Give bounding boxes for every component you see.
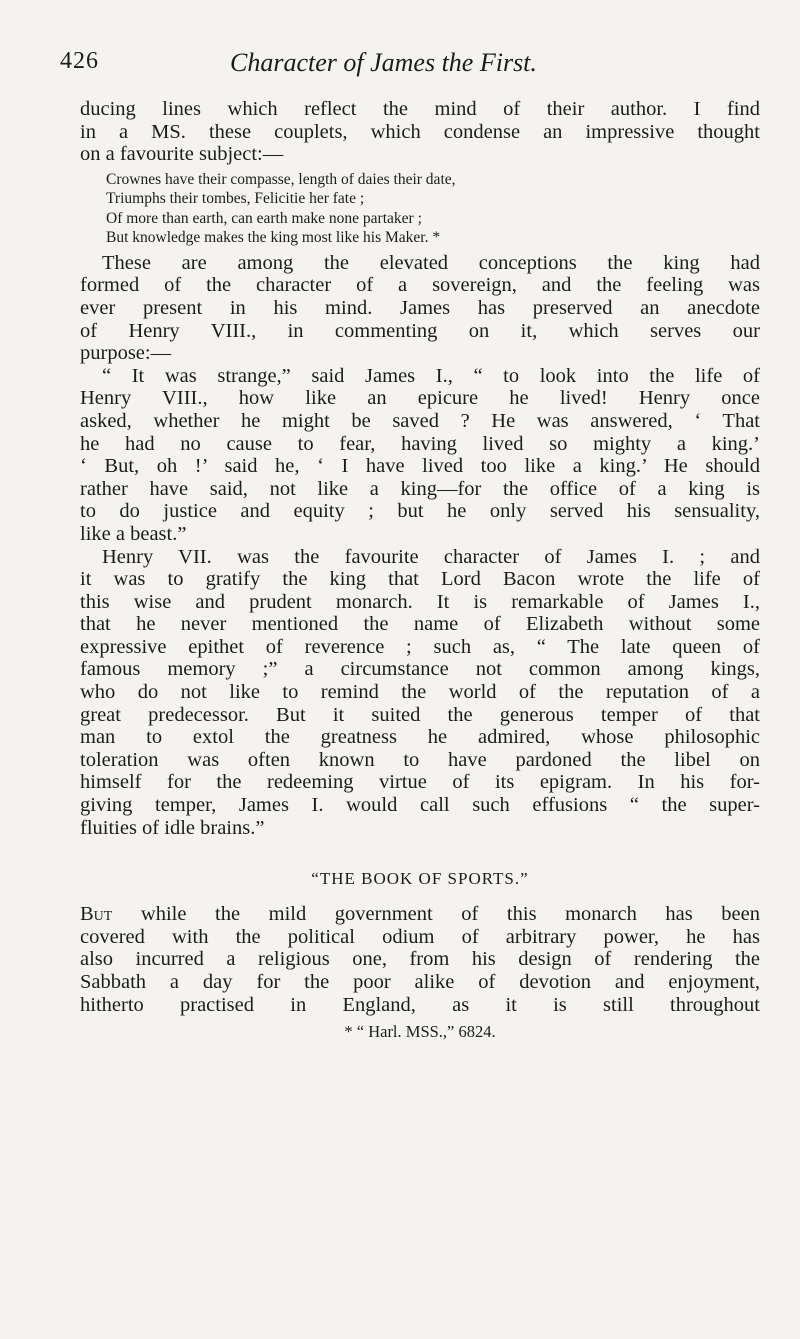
text-fragment: while the mild government of this monarch has been: [112, 903, 760, 926]
verse-quotation: [106, 170, 760, 248]
paragraph-intro: [80, 98, 760, 166]
text-line: that he never mentioned the name of Elizabeth without some: [80, 613, 760, 636]
text-line: himself for the redeeming virtue of its epigram. In his for-: [80, 771, 760, 794]
text-line: expressive epithet of reverence ; such as, “ The late queen of: [80, 635, 760, 658]
body-text: [80, 98, 760, 1042]
text-line: who do not like to remind the world of the reputation of a: [80, 681, 760, 704]
text-line: great predecessor. But it suited the generous temper of that: [80, 703, 760, 726]
text-line: fluities of idle brains.”: [80, 816, 265, 839]
text-line: he had no cause to fear, having lived so mighty a king.’: [80, 432, 760, 455]
verse-line: Crownes have their compasse, length of daies their date,: [106, 170, 456, 188]
paragraph-henry-viii-quote: [80, 365, 760, 546]
text-line: ever present in his mind. James has preserved an anecdote: [80, 296, 760, 319]
text-line: also incurred a religious one, from his design of rendering the: [80, 948, 760, 971]
text-line: it was to gratify the king that Lord Bacon wrote the life of: [80, 568, 760, 591]
running-head: Character of James the First.: [230, 48, 537, 77]
text-line: [80, 903, 760, 926]
text-line: this wise and prudent monarch. It is remarkable of James I.,: [80, 590, 760, 613]
text-line: famous memory ;” a circumstance not common among kings,: [80, 658, 760, 681]
text-line: of Henry VIII., in commenting on it, which serves our: [80, 319, 760, 342]
text-line: hitherto practised in England, as it is still throughout: [80, 993, 760, 1016]
text-line: man to extol the greatness he admired, whose philosophic: [80, 726, 760, 749]
text-line: formed of the character of a sovereign, and the feeling was: [80, 274, 760, 297]
text-line: in a MS. these couplets, which condense an impressive thought: [80, 120, 760, 143]
verse-line: Triumphs their tombes, Felicitie her fate ;: [106, 190, 365, 208]
text-line: Sabbath a day for the poor alike of devotion and enjoyment,: [80, 971, 760, 993]
paragraph-conceptions: [80, 252, 760, 365]
text-line: Henry VII. was the favourite character of James I. ; and: [102, 545, 760, 568]
text-line: ‘ But, oh !’ said he, ‘ I have lived too like a king.’ He should: [80, 455, 760, 478]
text-line: rather have said, not like a king—for the office of a king is: [80, 477, 760, 500]
section-heading: “THE BOOK OF SPORTS.”: [311, 869, 529, 889]
text-line: on a favourite subject:—: [80, 143, 284, 166]
text-line: purpose:—: [80, 342, 172, 365]
verse-line: But knowledge makes the king most like his Maker. *: [106, 229, 441, 247]
text-line: like a beast.”: [80, 522, 187, 545]
page-header: [60, 48, 760, 88]
verse-line: Of more than earth, can earth make none partaker ;: [106, 209, 422, 227]
text-line: covered with the political odium of arbitrary power, he has: [80, 925, 760, 948]
text-line: Henry VIII., how like an epicure he lived! Henry once: [80, 387, 760, 410]
text-line: These are among the elevated conceptions the king had: [102, 251, 760, 274]
paragraph-book-of-sports: [80, 903, 760, 1016]
text-line: “ It was strange,” said James I., “ to look into the life of: [102, 364, 760, 387]
text-line: asked, whether he might be saved ? He was answered, ‘ That: [80, 409, 760, 432]
text-line: ducing lines which reflect the mind of their author. I find: [80, 98, 760, 120]
footnote: * “ Harl. MSS.,” 6824.: [344, 1022, 496, 1042]
text-line: toleration was often known to have pardoned the libel on: [80, 748, 760, 771]
text-line: giving temper, James I. would call such effusions “ the super-: [80, 794, 760, 817]
drop-word: But: [80, 903, 113, 926]
paragraph-henry-vii: [80, 546, 760, 840]
text-line: to do justice and equity ; but he only served his sensuality,: [80, 500, 760, 523]
page-number: 426: [60, 48, 99, 74]
